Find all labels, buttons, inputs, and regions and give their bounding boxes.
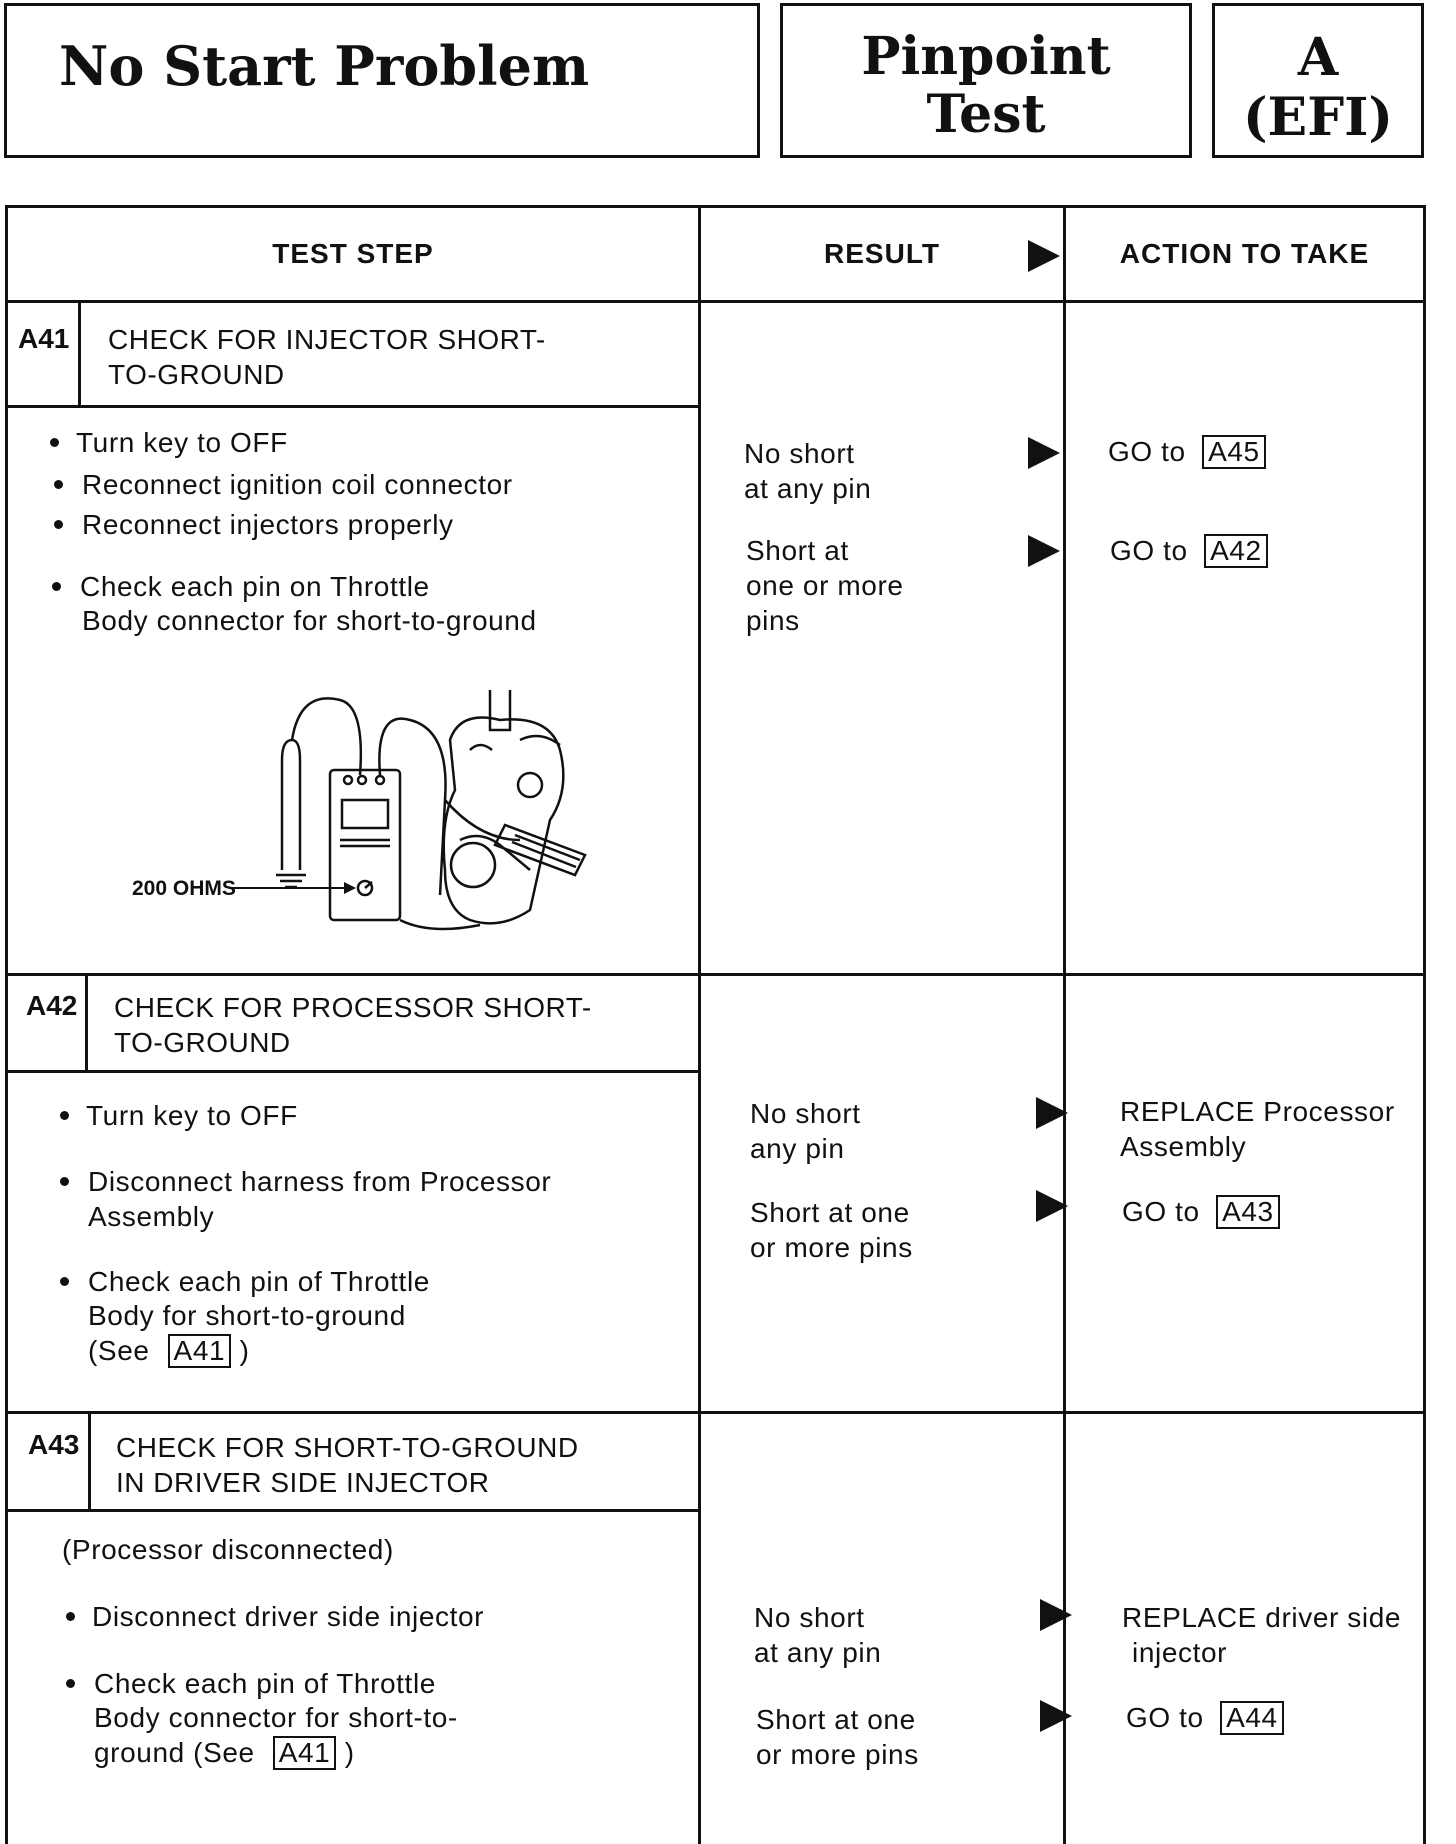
header-pinpoint-box — [780, 3, 1192, 158]
bullet-icon — [60, 1177, 69, 1186]
a43-top-border — [5, 1411, 1426, 1414]
a41-step-id: A41 — [18, 323, 70, 354]
a41-step-title: CHECK FOR INJECTOR SHORT- TO-GROUND — [108, 324, 546, 390]
col-head-test-step: TEST STEP — [272, 238, 434, 269]
a41-action-2: GO to A42 — [1110, 533, 1268, 568]
pinpoint-label: Pinpoint Test — [861, 26, 1111, 145]
a41-title-underline — [5, 405, 701, 408]
a42-id-divider — [85, 973, 88, 1073]
a41-illustration-label: 200 OHMS — [132, 877, 236, 900]
a42-action-2: GO to A43 — [1122, 1194, 1280, 1229]
a43-see-ref[interactable]: A41 — [273, 1736, 337, 1770]
a41-result-2-arrow-icon — [1028, 535, 1060, 567]
a41-bullet-4: Check each pin on Throttle — [80, 571, 430, 602]
table-top-border — [5, 205, 1426, 208]
table-left-border — [5, 205, 8, 1844]
bullet-icon — [60, 1277, 69, 1286]
test-code: A (EFI) — [1242, 27, 1394, 148]
col-divider-1 — [698, 205, 701, 1844]
a42-bullet-2-cont: Assembly — [88, 1201, 215, 1232]
a42-top-border — [5, 973, 1426, 976]
header-row-divider — [5, 300, 1426, 303]
a43-step-title: CHECK FOR SHORT-TO-GROUND IN DRIVER SIDE INJECTOR — [116, 1432, 579, 1498]
col-head-arrow-icon — [1028, 240, 1060, 272]
a43-bullet-2-see: ground (See A41 ) — [94, 1737, 355, 1768]
a41-action-1: GO to A45 — [1108, 434, 1266, 469]
a43-bullet-1: Disconnect driver side injector — [92, 1601, 485, 1632]
a43-result-1-arrow-icon — [1040, 1599, 1072, 1631]
a42-result-2-arrow-icon — [1036, 1190, 1068, 1222]
a42-bullet-3-see: (See A41 ) — [88, 1335, 250, 1366]
bullet-icon — [54, 520, 63, 529]
a43-action-2-ref[interactable]: A44 — [1220, 1701, 1284, 1735]
a42-step-id: A42 — [26, 990, 78, 1021]
ohmmeter-illustration — [230, 670, 650, 940]
header-code-box — [1212, 3, 1424, 158]
a42-bullet-3: Check each pin of Throttle — [88, 1266, 430, 1297]
a42-result-1-arrow-icon — [1036, 1097, 1068, 1129]
a42-bullet-2: Disconnect harness from Processor — [88, 1166, 552, 1197]
a41-bullet-4-cont: Body connector for short-to-ground — [82, 605, 537, 636]
a41-result-1: No short at any pin — [744, 438, 872, 504]
a41-result-2: Short at one or more pins — [746, 535, 904, 636]
header-title-box — [4, 3, 760, 158]
a42-bullet-3-cont: Body for short-to-ground — [88, 1300, 406, 1331]
a42-see-ref[interactable]: A41 — [168, 1334, 232, 1368]
a43-action-2: GO to A44 — [1126, 1700, 1284, 1735]
bullet-icon — [50, 438, 59, 447]
a43-result-2: Short at one or more pins — [756, 1704, 919, 1770]
bullet-icon — [66, 1612, 75, 1621]
col-head-action: ACTION TO TAKE — [1119, 238, 1370, 269]
a41-bullet-3: Reconnect injectors properly — [82, 509, 454, 540]
a42-bullet-1: Turn key to OFF — [86, 1100, 298, 1131]
a43-action-1: REPLACE driver side injector — [1122, 1602, 1402, 1668]
a43-title-underline — [5, 1509, 701, 1512]
a41-action-1-ref[interactable]: A45 — [1202, 435, 1266, 469]
a43-result-1: No short at any pin — [754, 1602, 882, 1668]
a42-step-title: CHECK FOR PROCESSOR SHORT- TO-GROUND — [114, 992, 592, 1058]
col-head-result: RESULT — [824, 238, 940, 269]
bullet-icon — [54, 480, 63, 489]
a41-result-1-arrow-icon — [1028, 437, 1060, 469]
a42-action-2-ref[interactable]: A43 — [1216, 1195, 1280, 1229]
a43-bullet-2: Check each pin of Throttle — [94, 1668, 436, 1699]
a41-bullet-2: Reconnect ignition coil connector — [82, 469, 513, 500]
page-title: No Start Problem — [59, 34, 590, 98]
a41-action-2-ref[interactable]: A42 — [1204, 534, 1268, 568]
a43-note: (Processor disconnected) — [62, 1534, 394, 1565]
a42-action-1: REPLACE Processor Assembly — [1120, 1096, 1395, 1162]
a43-result-2-arrow-icon — [1040, 1700, 1072, 1732]
table-right-border — [1423, 205, 1426, 1844]
a43-id-divider — [88, 1411, 91, 1512]
bullet-icon — [60, 1111, 69, 1120]
a42-result-1: No short any pin — [750, 1098, 861, 1164]
a41-id-divider — [78, 300, 81, 408]
a43-step-id: A43 — [28, 1429, 80, 1460]
a42-title-underline — [5, 1070, 701, 1073]
a42-result-2: Short at one or more pins — [750, 1197, 913, 1263]
bullet-icon — [52, 582, 61, 591]
a43-bullet-2-cont: Body connector for short-to- — [94, 1702, 458, 1733]
a41-bullet-1: Turn key to OFF — [76, 427, 288, 458]
bullet-icon — [66, 1679, 75, 1688]
